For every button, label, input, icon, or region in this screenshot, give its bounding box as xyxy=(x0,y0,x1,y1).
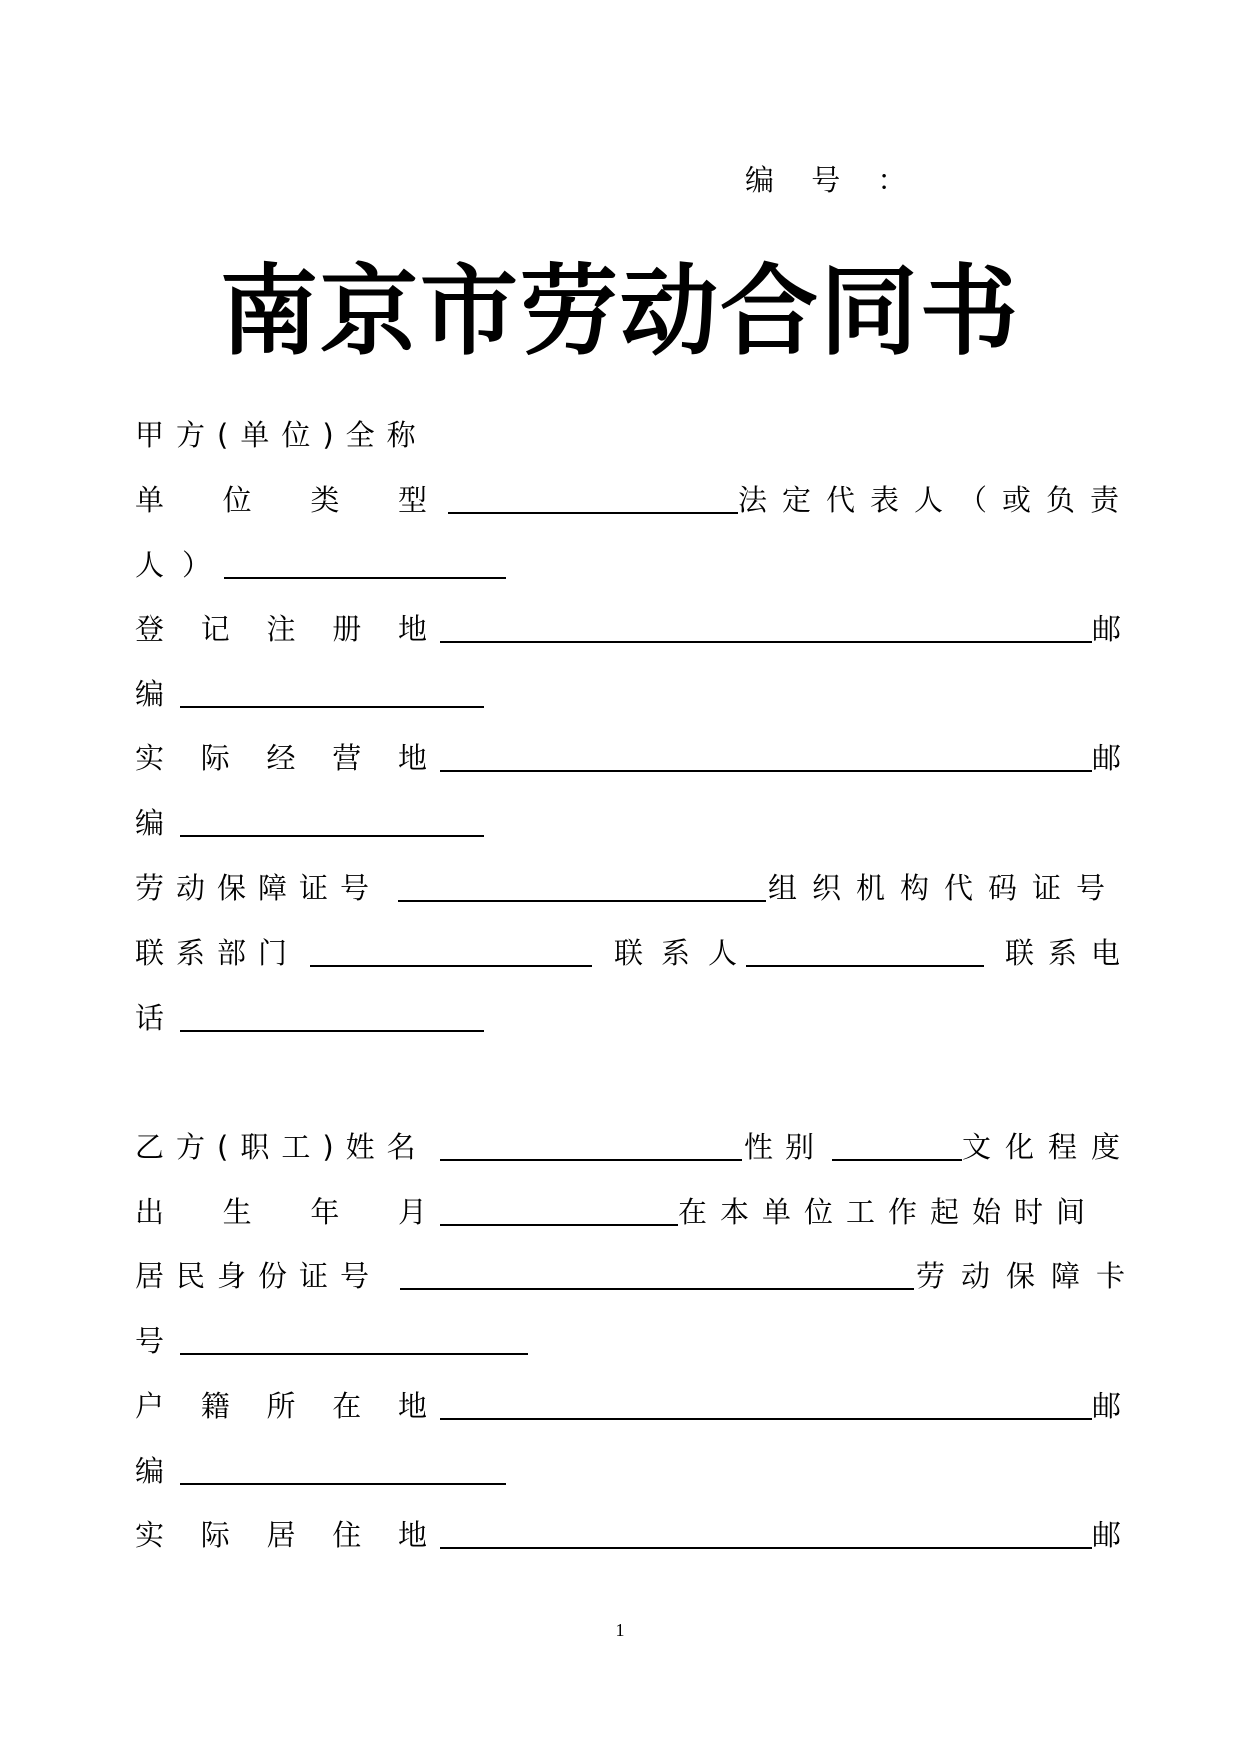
contact-person-field[interactable] xyxy=(746,965,984,967)
legal-rep-label: 法定代表人（或负责 xyxy=(738,483,1135,517)
start-time-label: 在本单位工作起始时间 xyxy=(678,1195,1099,1229)
id-no-field[interactable] xyxy=(400,1288,914,1290)
residence-address-label-char: 际 xyxy=(200,1518,230,1552)
party-a-unit-type-label-char: 单 xyxy=(135,483,165,517)
postcode-label-tail: 邮 xyxy=(1092,1389,1134,1423)
residence-address-label-char: 地 xyxy=(397,1518,427,1552)
reg-address-label-char: 册 xyxy=(332,612,362,646)
document-number-label: 编 号 ： xyxy=(745,163,921,197)
legal-rep-label-continued: 人） xyxy=(135,548,230,582)
op-address-field[interactable] xyxy=(440,770,1092,772)
reg-address-field[interactable] xyxy=(440,641,1092,643)
party-b-name-field[interactable] xyxy=(440,1159,742,1161)
op-address-label-char: 地 xyxy=(397,741,427,775)
contact-dept-field[interactable] xyxy=(310,965,592,967)
reg-address-label-char: 注 xyxy=(266,612,296,646)
legal-rep-field[interactable] xyxy=(224,577,506,579)
household-address-label-char: 地 xyxy=(397,1389,427,1423)
residence-address-label-char: 居 xyxy=(266,1518,296,1552)
residence-address-field[interactable] xyxy=(440,1547,1092,1549)
party-b-name-label: 乙方(职工)姓名 xyxy=(135,1130,428,1164)
op-address-label-char: 实 xyxy=(135,741,165,775)
birth-date-label-char: 生 xyxy=(222,1195,252,1229)
org-code-no-label: 组织机构代码证号 xyxy=(768,871,1121,905)
contact-phone-label: 联系电 xyxy=(1005,936,1135,970)
labor-security-no-field[interactable] xyxy=(398,900,766,902)
reg-address-label xyxy=(135,611,427,647)
contact-phone-label-continued: 话 xyxy=(135,1001,177,1035)
household-postcode-field[interactable] xyxy=(180,1483,506,1485)
postcode-label-head: 编 xyxy=(135,1454,177,1488)
postcode-label-tail: 邮 xyxy=(1092,612,1134,646)
party-a-unit-type-label-char: 类 xyxy=(310,483,340,517)
document-title: 南京市劳动合同书 xyxy=(219,255,1020,369)
party-a-unit-type-label-char: 型 xyxy=(397,483,427,517)
reg-address-label-char: 记 xyxy=(200,612,230,646)
postcode-label-tail: 邮 xyxy=(1092,741,1134,775)
postcode-label-tail: 邮 xyxy=(1092,1518,1134,1552)
reg-postcode-field[interactable] xyxy=(180,706,484,708)
labor-security-no-label: 劳动保障证号 xyxy=(135,871,382,905)
birth-date-field[interactable] xyxy=(440,1224,678,1226)
page-number: 1 xyxy=(615,1620,625,1640)
household-address-label xyxy=(135,1388,427,1424)
contact-phone-field[interactable] xyxy=(180,1030,484,1032)
household-address-label-char: 户 xyxy=(135,1389,165,1423)
birth-date-label-char: 出 xyxy=(135,1195,165,1229)
gender-field[interactable] xyxy=(832,1159,962,1161)
education-label: 文化程度 xyxy=(962,1130,1135,1164)
gender-label: 性别 xyxy=(744,1130,827,1164)
reg-address-label-char: 登 xyxy=(135,612,165,646)
residence-address-label xyxy=(135,1517,427,1553)
op-address-label-char: 营 xyxy=(332,741,362,775)
birth-date-label-char: 月 xyxy=(397,1195,427,1229)
household-address-field[interactable] xyxy=(440,1418,1092,1420)
postcode-label-head: 编 xyxy=(135,806,177,840)
op-address-label-char: 际 xyxy=(200,741,230,775)
op-address-label xyxy=(135,740,427,776)
party-a-full-name-label: 甲方(单位)全称 xyxy=(135,418,428,452)
labor-card-label: 劳动保障卡 xyxy=(916,1259,1142,1293)
unit-type-field[interactable] xyxy=(448,512,738,514)
residence-address-label-char: 实 xyxy=(135,1518,165,1552)
household-address-label-char: 在 xyxy=(332,1389,362,1423)
op-address-label-char: 经 xyxy=(266,741,296,775)
postcode-label-head: 编 xyxy=(135,677,177,711)
residence-address-label-char: 住 xyxy=(332,1518,362,1552)
party-a-unit-type-label xyxy=(135,482,427,518)
household-address-label-char: 籍 xyxy=(200,1389,230,1423)
labor-card-label-continued: 号 xyxy=(135,1324,177,1358)
household-address-label-char: 所 xyxy=(266,1389,296,1423)
birth-date-label xyxy=(135,1194,427,1230)
id-no-label: 居民身份证号 xyxy=(135,1259,382,1293)
labor-card-field[interactable] xyxy=(180,1353,528,1355)
contact-dept-label: 联系部门 xyxy=(135,936,300,970)
reg-address-label-char: 地 xyxy=(397,612,427,646)
party-a-unit-type-label-char: 位 xyxy=(222,483,252,517)
birth-date-label-char: 年 xyxy=(310,1195,340,1229)
op-postcode-field[interactable] xyxy=(180,835,484,837)
contact-person-label: 联系人 xyxy=(614,936,756,970)
